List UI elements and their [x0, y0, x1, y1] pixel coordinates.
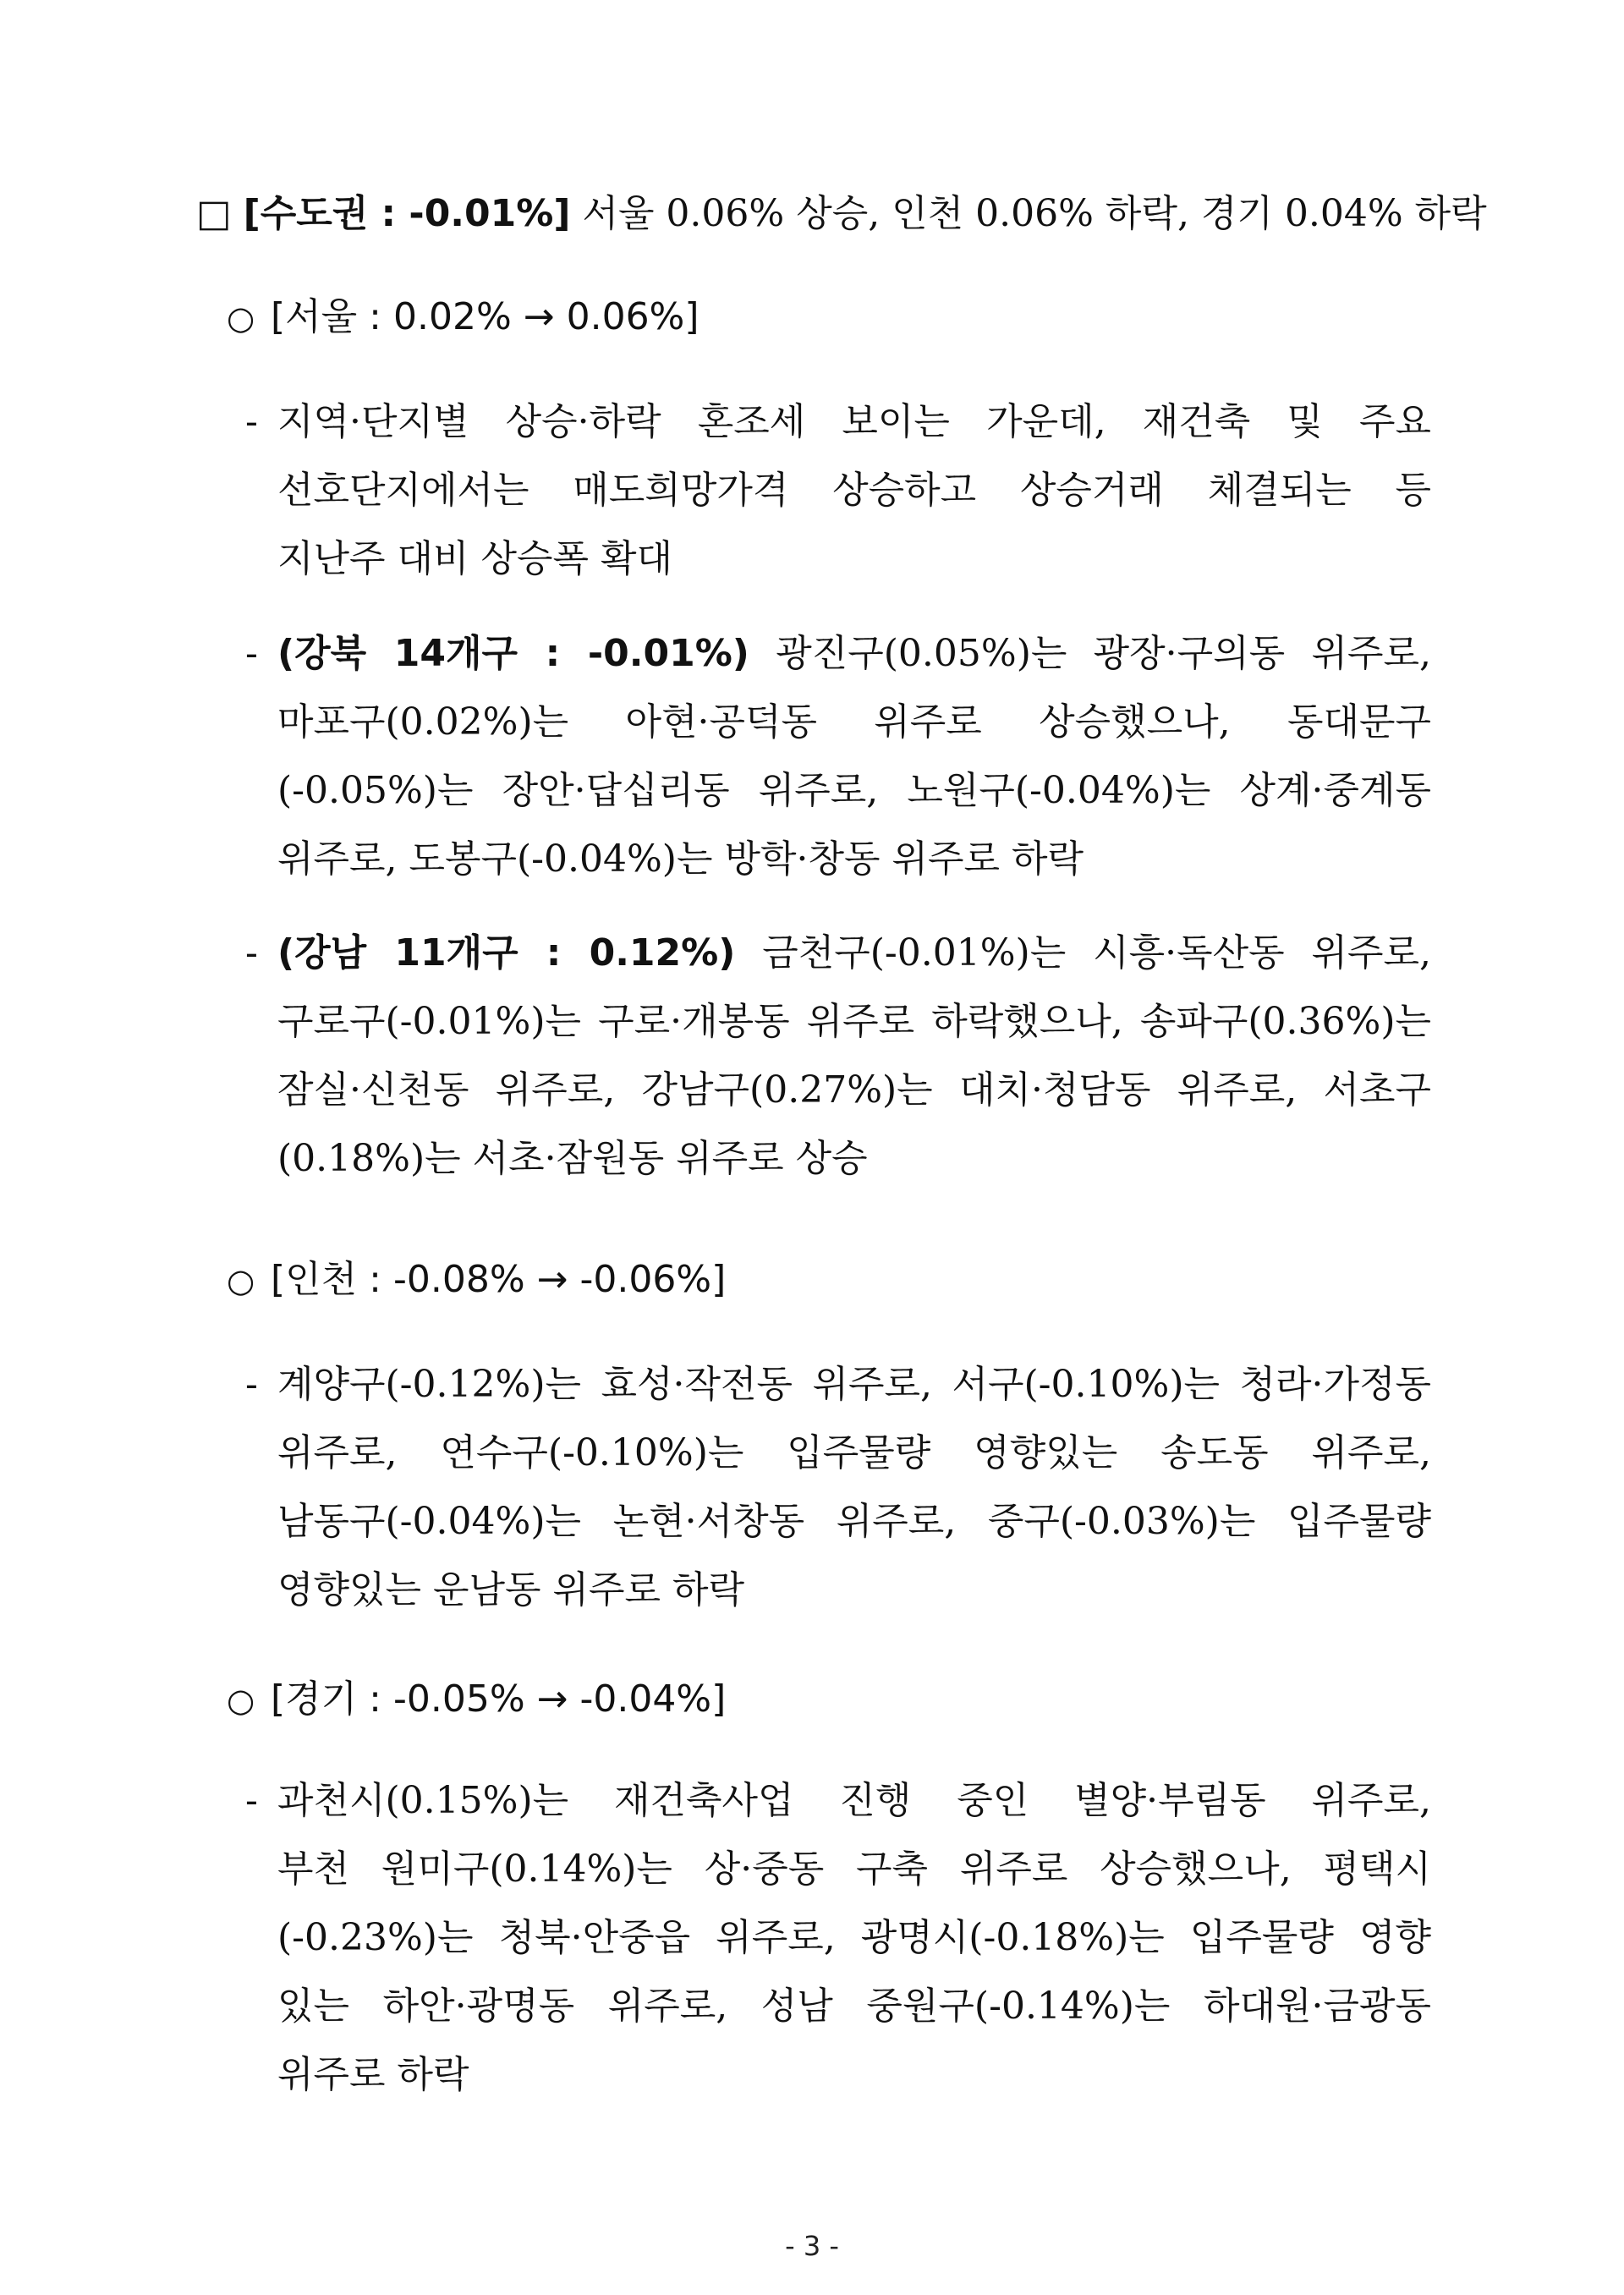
- paragraph-line: (-0.05%)는 장안·답십리동 위주로, 노원구(-0.04%)는 상계·중계동: [277, 769, 1431, 812]
- seoul-overview-paragraph: [245, 387, 1431, 593]
- gyeonggi-heading: [227, 1670, 1445, 1730]
- circle-bullet-icon: ○: [227, 1262, 255, 1299]
- seoul-heading-label: [서울 : 0.02% → 0.06%]: [271, 295, 700, 338]
- gangbuk-paragraph: [245, 619, 1431, 893]
- gangbuk-first-line-rest: 광진구(0.05%)는 광장·구의동 위주로,: [749, 632, 1431, 675]
- paragraph-line: 위주로 하락: [277, 2053, 469, 2096]
- paragraph-line: 선호단지에서는 매도희망가격 상승하고 상승거래 체결되는 등: [277, 469, 1431, 512]
- dash-bullet: -: [245, 632, 258, 675]
- metro-area-summary: 서울 0.06% 상승, 인천 0.06% 하락, 경기 0.04% 하락: [570, 192, 1487, 235]
- gangnam-lead: (강남 11개구 : 0.12%): [277, 931, 736, 975]
- paragraph-line: 과천시(0.15%)는 재건축사업 진행 중인 별양·부림동 위주로,: [277, 1779, 1431, 1822]
- paragraph-line: [277, 619, 1431, 688]
- paragraph-line: 있는 하안·광명동 위주로, 성남 중원구(-0.14%)는 하대원·금광동: [277, 1985, 1431, 2028]
- circle-bullet-icon: ○: [227, 1682, 255, 1719]
- paragraph-line: [277, 919, 1431, 987]
- paragraph-line: 부천 원미구(0.14%)는 상·중동 구축 위주로 상승했으나, 평택시: [277, 1848, 1431, 1891]
- gyeonggi-heading-label: [경기 : -0.05% → -0.04%]: [271, 1677, 727, 1721]
- seoul-heading: [227, 288, 1445, 348]
- gangbuk-lead: (강북 14개구 : -0.01%): [277, 632, 749, 675]
- gangnam-paragraph: [245, 919, 1431, 1193]
- incheon-heading-label: [인천 : -0.08% → -0.06%]: [271, 1258, 727, 1301]
- paragraph-line: 계양구(-0.12%)는 효성·작전동 위주로, 서구(-0.10%)는 청라·가정동: [277, 1363, 1431, 1406]
- paragraph-line: 영향있는 운남동 위주로 하락: [277, 1568, 745, 1611]
- checkbox-square-icon: □: [196, 192, 232, 235]
- paragraph-line: 마포구(0.02%)는 아현·공덕동 위주로 상승했으나, 동대문구: [277, 700, 1431, 744]
- metro-area-headline: [196, 184, 1487, 244]
- metro-area-label: [수도권 : -0.01%]: [243, 192, 571, 235]
- paragraph-line: (0.18%)는 서초·잠원동 위주로 상승: [277, 1137, 868, 1180]
- paragraph-line: 위주로, 도봉구(-0.04%)는 방학·창동 위주로 하락: [277, 837, 1084, 881]
- incheon-paragraph: [245, 1350, 1431, 1624]
- dash-bullet: -: [245, 931, 258, 975]
- dash-bullet: -: [245, 1779, 258, 1822]
- paragraph-line: 지난주 대비 상승폭 확대: [277, 537, 672, 580]
- paragraph-line: (-0.23%)는 청북·안중읍 위주로, 광명시(-0.18%)는 입주물량 영향: [277, 1916, 1431, 1959]
- gyeonggi-paragraph: [245, 1766, 1431, 2109]
- gangnam-first-line-rest: 금천구(-0.01%)는 시흥·독산동 위주로,: [735, 931, 1431, 975]
- paragraph-line: 남동구(-0.04%)는 논현·서창동 위주로, 중구(-0.03%)는 입주물량: [277, 1500, 1431, 1543]
- circle-bullet-icon: ○: [227, 299, 255, 337]
- incheon-heading: [227, 1250, 1445, 1310]
- paragraph-line: 구로구(-0.01%)는 구로·개봉동 위주로 하락했으나, 송파구(0.36%)는: [277, 1000, 1431, 1043]
- paragraph-line: 지역·단지별 상승·하락 혼조세 보이는 가운데, 재건축 및 주요: [277, 400, 1431, 443]
- dash-bullet: -: [245, 400, 258, 443]
- page-number: - 3 -: [785, 2230, 839, 2262]
- paragraph-line: 위주로, 연수구(-0.10%)는 입주물량 영향있는 송도동 위주로,: [277, 1431, 1431, 1474]
- paragraph-line: 잠실·신천동 위주로, 강남구(0.27%)는 대치·청담동 위주로, 서초구: [277, 1068, 1431, 1112]
- dash-bullet: -: [245, 1363, 258, 1406]
